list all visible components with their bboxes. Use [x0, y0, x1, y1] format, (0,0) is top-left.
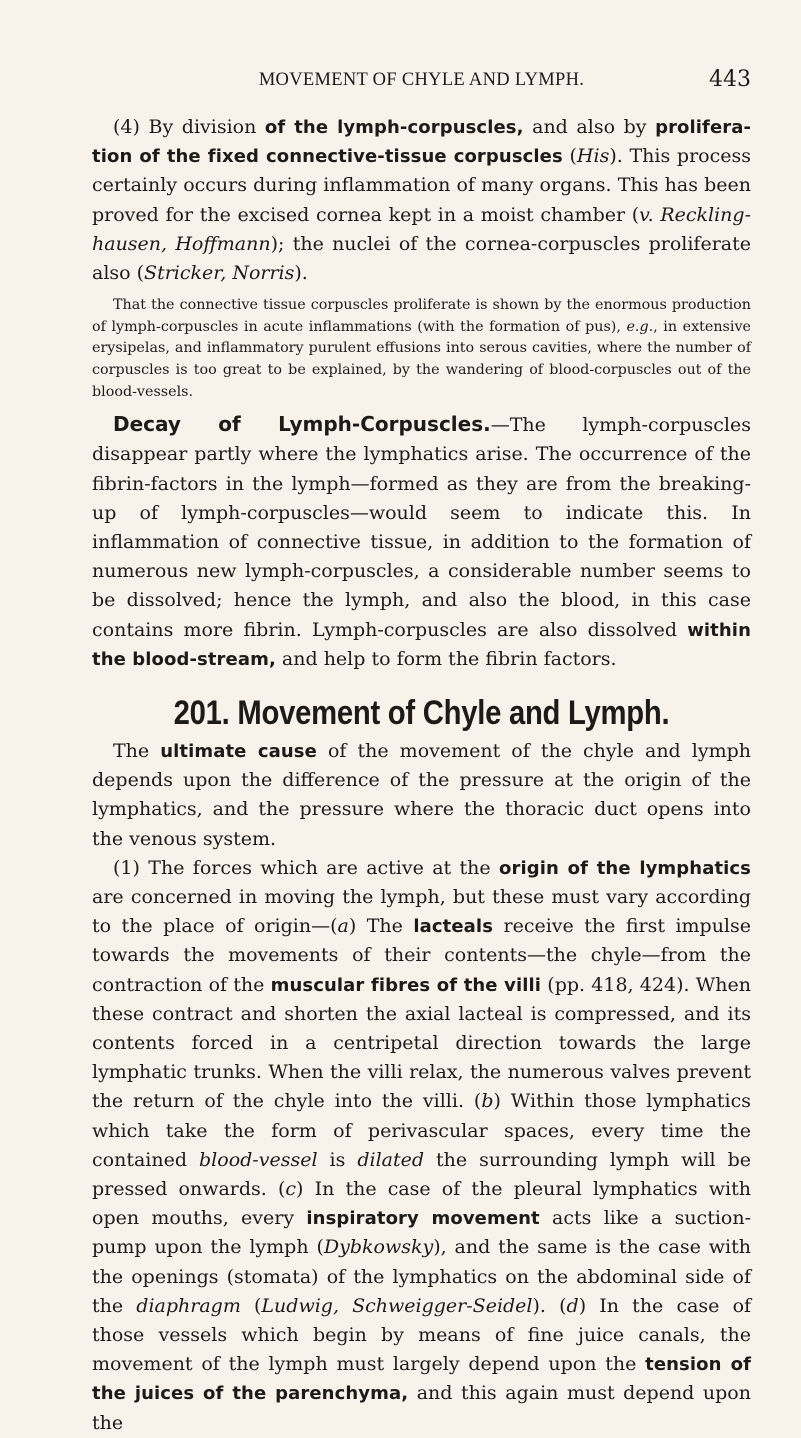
citation: Ludwig, Schweigger-Seidel — [261, 1294, 533, 1317]
emphasis-text: of the lymph-corpuscles, — [264, 117, 524, 138]
small-print-note — [92, 295, 751, 403]
emphasis-text: within the blood-stream, — [92, 619, 751, 670]
citation: v. Recklinghausen, Hoffmann — [92, 203, 751, 255]
text-run: ) In the case of those vessels which begin by means of fine juice canals, the movement of the lymph must largely depend upon the — [92, 1294, 752, 1376]
text-run: ( — [562, 145, 577, 168]
text-run: and help to form the fibrin factors. — [275, 647, 617, 670]
text-run: acts like a suction-pump upon the lymph ( — [92, 1207, 751, 1259]
paragraph-decay-of-corpuscles — [92, 410, 751, 674]
citation: Stricker, Norris — [144, 262, 295, 285]
run-in-heading: Decay of Lymph-Corpuscles. — [113, 412, 491, 437]
paragraph-division-of-corpuscles — [92, 113, 751, 288]
text-run: , in extensive erysipelas, and inflammatory purulent effusions into serous cavities, where the number of — [92, 318, 751, 357]
list-marker: b — [481, 1090, 494, 1113]
italic-term: blood-vessel — [199, 1148, 318, 1171]
text-run: That the connective tissue corpuscles proliferate is shown by the enormous production of lymph-corpuscles in acute inflammations (with the formation of pus), — [92, 297, 751, 335]
text-run: The — [113, 740, 161, 763]
text-run: corpuscles is too great to be explained, by the wandering of blood-corpuscles out of the blood-vessels. — [92, 362, 751, 400]
text-run: (1) The forces which are active at the — [113, 856, 500, 879]
paragraph-ultimate-cause — [92, 737, 751, 854]
emphasis-text: proliferation of the fixed connective-tissue corpuscles — [92, 117, 752, 168]
text-run: the surrounding lymph will be pressed onwards. ( — [92, 1148, 752, 1201]
text-run: (pp. 418, 424). When these contract and shorten the axial lacteal is compressed, and its contents forced in a centripetal direction towards the large lymphatic trunks. When the villi relax, the numerous valves prevent the return of the chyle into the villi. ( — [92, 973, 751, 1113]
text-run: ( — [240, 1294, 262, 1317]
text-run: and also by — [523, 116, 656, 138]
text-run: ). This process certainly occurs during inflammation of many organs. This has been proved for the excised cornea kept in a moist chamber ( — [92, 145, 751, 226]
text-run: (4) By division — [113, 116, 265, 138]
text-run: ); the nuclei of the cornea-corpuscles proliferate also ( — [92, 232, 751, 285]
abbreviation: e.g. — [626, 318, 654, 335]
text-run: ) Within those lymphatics which take the form of perivascular spaces, every time the contained — [92, 1090, 752, 1171]
citation: Dybkowsky — [323, 1236, 434, 1259]
emphasis-text: lacteals — [413, 916, 494, 938]
text-run: ). ( — [532, 1294, 567, 1317]
text-run: are concerned in moving the lymph, but these must vary according to the place of origin—( — [92, 886, 751, 938]
text-run: is — [317, 1148, 358, 1171]
emphasis-text: tension of the juices of the parenchyma, — [92, 1354, 752, 1405]
citation: His — [576, 145, 610, 168]
text-run: and this again must depend upon the — [92, 1382, 751, 1434]
list-marker: c — [285, 1178, 297, 1201]
italic-term: dilated — [357, 1148, 425, 1171]
section-heading: 201. Movement of Chyle and Lymph. — [173, 694, 670, 733]
text-run: ) The — [348, 915, 414, 938]
list-marker: d — [566, 1294, 579, 1317]
text-run: ) In the case of the pleural lymphatics with open mouths, every — [92, 1178, 751, 1230]
text-run: —The lymph-corpuscles disappear partly where the lymphatics arise. The occurrence of the fibrin-factors in the lymph—formed as they are from the breaking-up of lymph-corpuscles—would seem to indicate this. In inflammation of connective tissue, in addition to the formation of numerous new lymph-corpuscles, a considerable number seems to be dissolved; hence the lymph, and also the blood, in this case contains more fibrin. Lymph-corpuscles are also dissolved — [92, 414, 751, 641]
text-run: receive the first impulse towards the movements of their contents—the chyle—from the contraction of the — [92, 915, 752, 996]
italic-term: diaphragm — [136, 1294, 241, 1317]
running-title: MOVEMENT OF CHYLE AND LYMPH. — [258, 70, 585, 90]
emphasis-text: inspiratory movement — [306, 1208, 540, 1230]
emphasis-text: ultimate cause — [160, 741, 317, 763]
text-run: ), and the same is the case with the openings (stomata) of the lymphatics on the abdominal side of the — [92, 1236, 751, 1317]
paragraph-forces-at-origin — [92, 854, 751, 1438]
text-run: of the movement of the chyle and lymph depends upon the difference of the pressure at the origin of the lymphatics, and the pressure where the thoracic duct opens into the venous system. — [92, 740, 751, 850]
emphasis-text: muscular fibres of the villi — [270, 974, 542, 996]
page-header — [92, 67, 751, 100]
list-marker: a — [337, 915, 349, 938]
page-number: 443 — [709, 67, 751, 92]
page-body — [92, 113, 751, 1438]
emphasis-text: origin of the lymphatics — [499, 857, 751, 879]
text-run: ). — [294, 262, 308, 285]
